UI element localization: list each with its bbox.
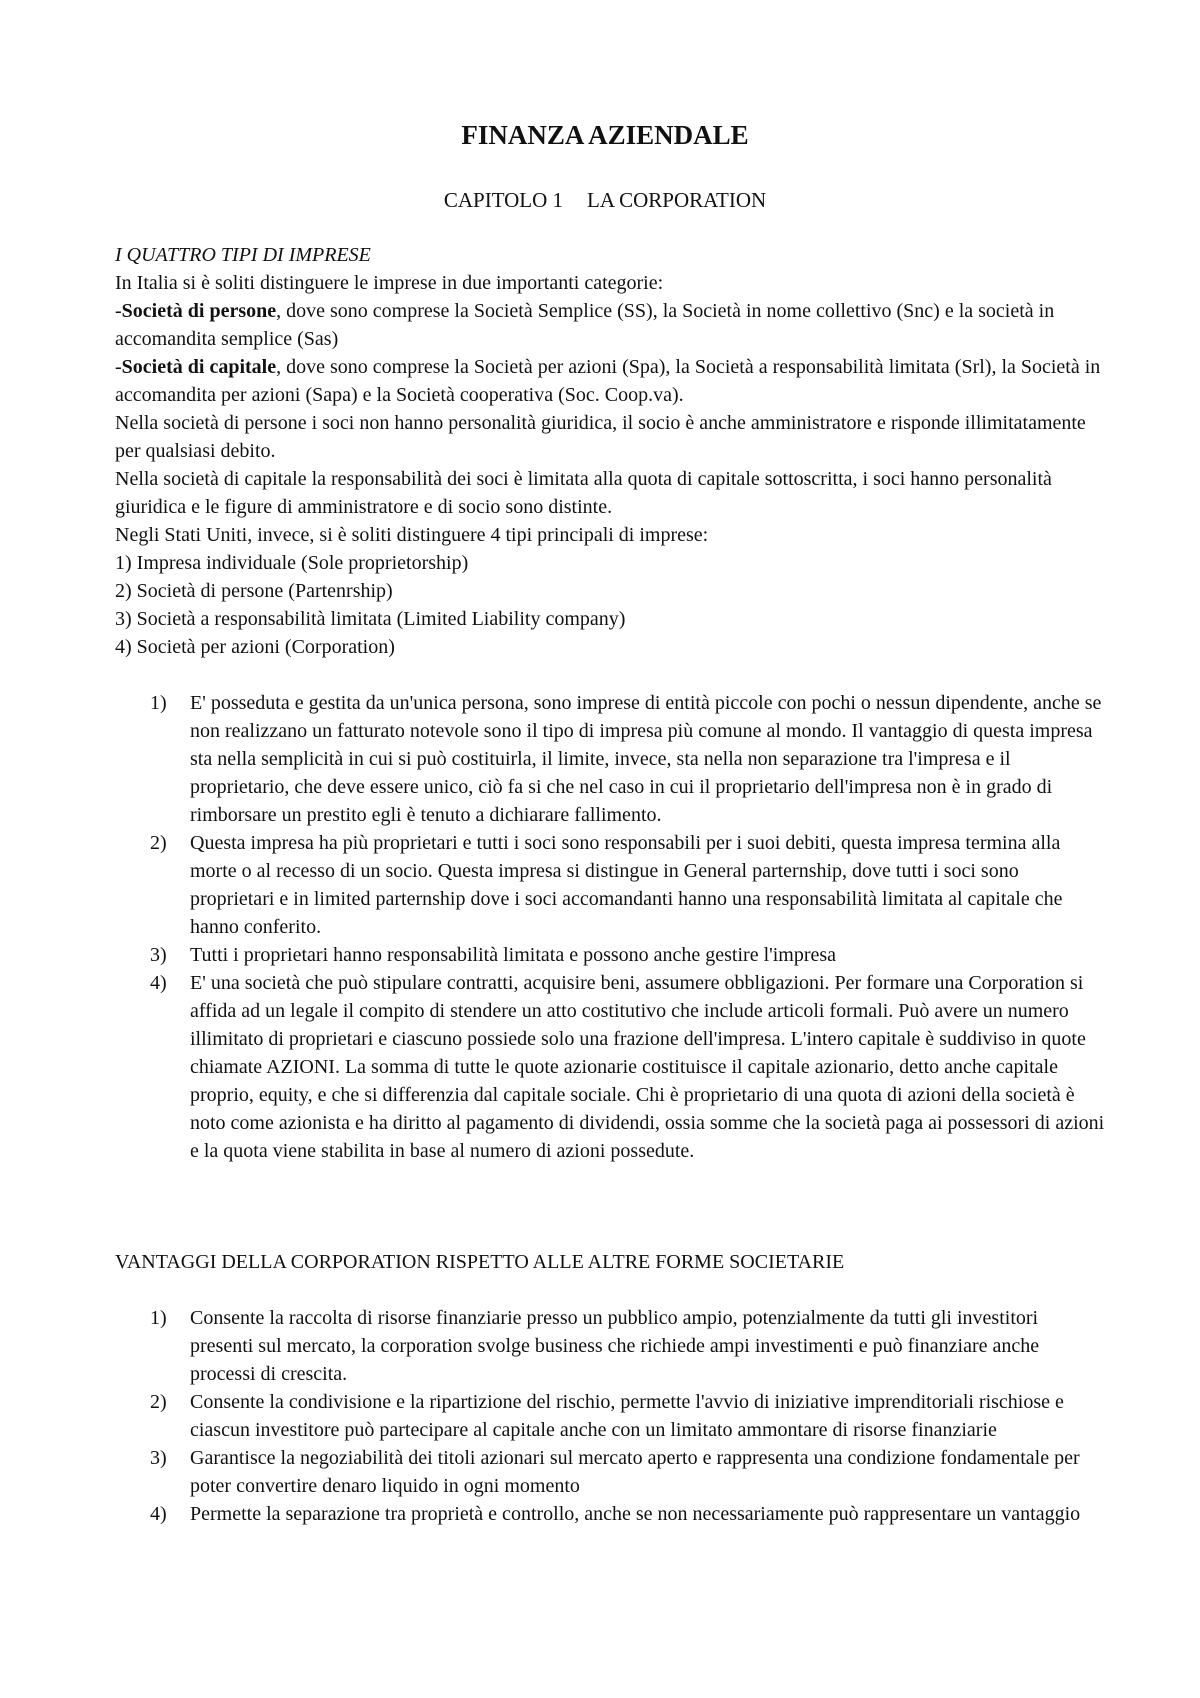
societa-capitale-desc: , dove sono comprese la Società per azioni (Spa), la Società a responsabilità limitata (Srl), la Società in accomandita per azioni (Sapa) e la Società cooperativa (Soc. Coop.va). (115, 356, 1101, 406)
chapter-title (115, 186, 1095, 214)
list-text: Consente la condivisione e la ripartizione del rischio, permette l'avvio di iniziative imprenditoriali rischiose e ciascun investitore può partecipare al capitale anche con un limitato ammontare di risorse finanziarie (190, 1391, 1064, 1441)
list-text: E' posseduta e gestita da un'unica persona, sono imprese di entità piccole con pochi o nessun dipendente, anche se non realizzano un fatturato notevole sono il tipo di impresa più comune al mondo. Il vantaggio di questa impresa sta nella semplicità in cui si può costituirla, il limite, invece, sta nella non separazione tra l'impresa e il proprietario, che deve essere unico, ciò fa si che nel caso in cui il proprietario dell'impresa non è in grado di rimborsare un prestito egli è tenuto a dichiarare fallimento. (190, 692, 1102, 826)
list-item (115, 1444, 1105, 1500)
list-number: 2) (150, 1391, 167, 1413)
intro-section (115, 241, 1105, 661)
document-title: FINANZA AZIENDALE (461, 120, 749, 150)
section-heading-types: I QUATTRO TIPI DI IMPRESE (115, 244, 371, 266)
dash-prefix: - (115, 356, 122, 378)
list-text: Tutti i proprietari hanno responsabilità limitata e possono anche gestire l'impresa (190, 944, 837, 966)
list-text: Questa impresa ha più proprietari e tutti i soci sono responsabili per i suoi debiti, questa impresa termina alla morte o al recesso di un socio. Questa impresa si distingue in General parternship, dove tutti i soci sono proprietari e in limited parternship dove i soci accomandanti hanno una responsabilità limitata al capitale che hanno conferito. (190, 832, 1063, 938)
list-number: 3) (150, 1447, 167, 1469)
type-item: 2) Società di persone (Partenrship) (115, 580, 393, 602)
chapter-name: LA CORPORATION (587, 188, 767, 212)
list-item (115, 689, 1105, 829)
type-item: 3) Società a responsabilità limitata (Limited Liability company) (115, 608, 626, 630)
societa-capitale-term: Società di capitale (121, 356, 277, 378)
list-number: 3) (150, 944, 167, 966)
dash-prefix: - (115, 300, 122, 322)
list-number: 1) (150, 692, 167, 714)
list-number: 1) (150, 1307, 167, 1329)
list-number: 4) (150, 1503, 167, 1525)
capitale-explanation: Nella società di capitale la responsabilità dei soci è limitata alla quota di capitale sottoscritta, i soci hanno personalità giuridica e le figure di amministratore e di socio sono distinte. (115, 468, 1052, 518)
list-text: E' una società che può stipulare contratti, acquisire beni, assumere obbligazioni. Per formare una Corporation si affida ad un legale il compito di stendere un atto costitutivo che include articoli formali. Può avere un numero illimitato di proprietari e ciascuno possiede solo una frazione dell'impresa. L'intero capitale è suddiviso in quote chiamate AZIONI. La somma di tutte le quote azionarie costituisce il capitale azionario, detto anche capitale proprio, equity, e che si differenzia dal capitale sociale. Chi è proprietario di una quota di azioni della società è noto come azionista e ha diritto al pagamento di dividendi, ossia somme che la società paga ai possessori di azioni e la quota viene stabilita in base al numero di azioni possedute. (190, 972, 1105, 1162)
type-item: 1) Impresa individuale (Sole proprietorship) (115, 552, 469, 574)
usa-intro: Negli Stati Uniti, invece, si è soliti distinguere 4 tipi principali di imprese: (115, 524, 709, 546)
list-item (115, 829, 1105, 941)
section-heading-advantages: VANTAGGI DELLA CORPORATION RISPETTO ALLE ALTRE FORME SOCIETARIE (115, 1251, 845, 1273)
list-number: 4) (150, 972, 167, 994)
persone-explanation: Nella società di persone i soci non hanno personalità giuridica, il socio è anche amministratore e risponde illimitatamente per qualsiasi debito. (115, 412, 1086, 462)
list-item (115, 969, 1105, 1165)
list-item (115, 1304, 1105, 1388)
list-text: Consente la raccolta di risorse finanziarie presso un pubblico ampio, potenzialmente da tutti gli investitori presenti sul mercato, la corporation svolge business che richiede ampi investimenti e può finanziare anche processi di crescita. (190, 1307, 1040, 1385)
type-item: 4) Società per azioni (Corporation) (115, 636, 395, 658)
descriptions-list (115, 689, 1105, 1165)
chapter-number: CAPITOLO 1 (443, 188, 564, 212)
societa-persone-paragraph (115, 297, 1105, 353)
societa-capitale-paragraph (115, 353, 1105, 409)
advantages-list (115, 1304, 1105, 1528)
societa-persone-desc: , dove sono comprese la Società Semplice (SS), la Società in nome collettivo (Snc) e la società in accomandita semplice (Sas) (115, 300, 1055, 350)
list-text: Garantisce la negoziabilità dei titoli azionari sul mercato aperto e rappresenta una condizione fondamentale per poter convertire denaro liquido in ogni momento (190, 1447, 1080, 1497)
intro-line: In Italia si è soliti distinguere le imprese in due importanti categorie: (115, 272, 664, 294)
list-number: 2) (150, 832, 167, 854)
societa-persone-term: Società di persone (121, 300, 277, 322)
list-text: Permette la separazione tra proprietà e controllo, anche se non necessariamente può rappresentare un vantaggio (190, 1503, 1081, 1525)
list-item (115, 1500, 1105, 1528)
list-item (115, 941, 1105, 969)
list-item (115, 1388, 1105, 1444)
